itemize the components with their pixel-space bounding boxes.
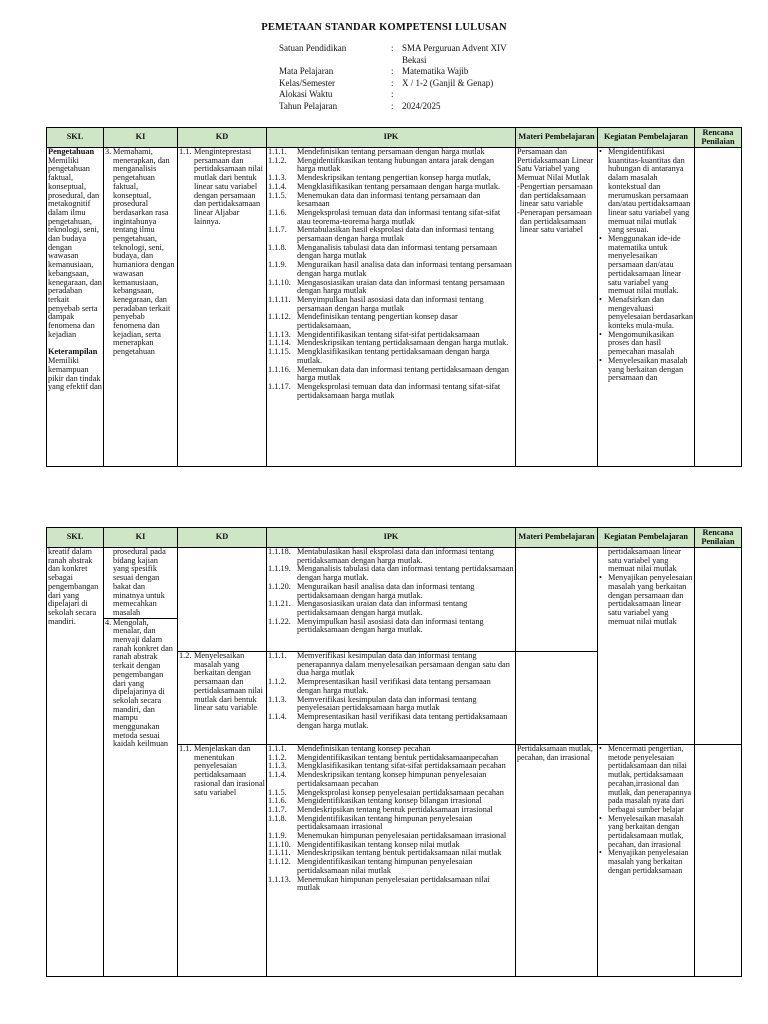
ipk-item — [268, 652, 514, 678]
ipk-item-number: 1.1.10. — [268, 839, 291, 849]
ipk-item — [268, 858, 514, 875]
rencana-cell — [695, 148, 742, 467]
ipk-item-text: Mengidentifikasikan tentang himpunan penyelesaian pertidaksamaan irrasional — [297, 813, 473, 832]
kegiatan-item-number: • — [599, 234, 602, 244]
ipk-item-text: Mengidentifikasikan tentang bentuk pertidaksamaanpecahan — [297, 752, 499, 762]
ipk-item — [268, 696, 514, 713]
ipk-item-text: Mengeksprolasi temuan data dan informasi tentang sifat-sifat pertidaksamaan harga mutlak — [297, 381, 501, 400]
ipk-item-text: Mendefinisikan tentang konsep pecahan — [297, 744, 431, 753]
meta-separator: : — [391, 77, 394, 88]
ipk-item — [268, 678, 514, 695]
ipk-item-number: 1.1.11. — [268, 848, 291, 858]
document-title: PEMETAAN STANDAR KOMPETENSI LULUSAN — [261, 22, 507, 33]
ipk-item-text: Mempresentasikan hasil verifikasi data tentang persamaan dengan harga mutlak. — [297, 677, 491, 695]
header-kegiatan: Kegiatan Pembelajaran — [598, 528, 695, 548]
ipk-item — [268, 583, 514, 600]
kegiatan-item-text: Mengomunikasikan proses dan hasil pemecahan masalah — [608, 329, 675, 357]
ipk-cell — [267, 652, 516, 745]
header-kd: KD — [178, 128, 267, 148]
ipk-item — [268, 383, 514, 400]
kegiatan-item-number: • — [599, 329, 602, 339]
ki-number: 3. — [105, 147, 112, 156]
ipk-item — [268, 600, 514, 617]
ipk-item-text: Menganalisis tabulasi data dan informasi tentang pertidaksamaan dengan harga mutlak. — [297, 564, 514, 583]
ipk-item-text: Menganalisis tabulasi data dan informasi tentang persamaan dengan harga mutlak — [297, 242, 497, 261]
ipk-item — [268, 261, 514, 278]
ipk-item-number: 1.1.2. — [268, 677, 287, 687]
ipk-item-text: Menemukan himpunan penyelesaian pertidaksamaan irrasional — [297, 831, 507, 841]
meta-separator: : — [391, 100, 394, 111]
header-rencana: Rencana Penilaian — [695, 128, 742, 148]
ipk-item-number: 1.1.16. — [268, 364, 291, 374]
ipk-item-number: 1.1.15. — [268, 347, 291, 357]
ipk-item-number: 1.1.13. — [268, 329, 291, 339]
meta-row — [279, 66, 522, 78]
ipk-item-text: Memverifikasi kesimpulan data dan informasi tentang penyelesaian pertidaksamaan harga mutlak — [297, 694, 477, 713]
ipk-item-number: 1.1.3. — [268, 694, 287, 704]
kegiatan-item — [599, 745, 693, 815]
materi-item-number: - — [517, 181, 520, 191]
ipk-item — [268, 366, 514, 383]
ipk-item-number: 1.1.12. — [268, 312, 291, 322]
ipk-item — [268, 279, 514, 296]
meta-label: Kelas/Semester — [279, 77, 335, 88]
meta-label: Alokasi Waktu — [279, 89, 333, 99]
kegiatan-item-text: Mengidentifikasi kuantitas-kuantitas dan hubungan di antaranya dalam masalah kontekstual dan merumuskan persamaan dan/atau pertidaksamaan linear satu variabel yang memuat nilai mutlak yang sesuai. — [608, 147, 691, 235]
ipk-item — [268, 313, 514, 330]
ipk-item — [268, 618, 514, 635]
materi-cell — [516, 148, 598, 467]
ipk-item-number: 1.1.17. — [268, 381, 291, 391]
ipk-item — [268, 192, 514, 209]
ipk-item-text: Menyimpulkan hasil asosiasi data dan informasi tentang pertidaksamaan dengan harga mutlak. — [297, 616, 484, 635]
ipk-item — [268, 348, 514, 365]
ipk-item-text: Mengidentifikasikan tentang konsep bilangan irrasional — [297, 796, 482, 806]
materi-item-text: Penerapan persamaan dan pertidaksamaan linear satu variabel — [519, 207, 592, 235]
skl-text-keterampilan: Memiliki kemampuan pikir dan tindak yang efektif dan — [48, 356, 102, 392]
ipk-item-number: 1.1.4. — [268, 770, 287, 780]
ki-continued-text: prosedural pada bidang kajian yang spesifik sesuai dengan bakat dan minatnya untuk memecahkan masalah — [113, 547, 166, 617]
ipk-item-number: 1.1.4. — [268, 181, 287, 191]
rencana-cell — [695, 548, 742, 745]
ipk-item — [268, 296, 514, 313]
ipk-item — [268, 815, 514, 832]
ipk-item-number: 1.1.1. — [268, 147, 287, 156]
meta-info — [279, 43, 522, 112]
header-ipk: IPK — [267, 528, 516, 548]
ipk-item — [268, 157, 514, 174]
ipk-item-number: 1.1.2. — [268, 752, 287, 762]
ipk-item-text: Mendeskripsikan tentang pertidaksamaan dengan harga mutlak. — [297, 338, 509, 348]
meta-value: SMA Perguruan Advent XIV Bekasi — [402, 43, 507, 65]
kd-text: Menyelesaikan masalah yang berkaitan dengan persamaan dan pertidaksamaan nilai mutlak dari bentuk linear satu variable — [194, 651, 263, 713]
skl-heading-keterampilan: Keterampilan — [48, 347, 98, 357]
materi-text: Pertidaksamaan mutlak, pecahan, dan irrasional — [517, 744, 593, 762]
kegiatan-item-text: Menyelesaikan masalah yang berkaitan dengan pertidaksamaan mutlak, pecahan, dan irrasional — [608, 813, 684, 849]
meta-separator: : — [391, 66, 394, 76]
ipk-item-text: Mengasosiasikan uraian data dan informasi tentang pertidaksamaan dengan harga mutlak. — [297, 599, 468, 617]
materi-intro: Persamaan dan Pertidaksamaan Linear Satu Variabel yang Memuat Nilai Mutlak — [517, 147, 594, 183]
ipk-item-text: Mendefinisikan tentang pengertian konsep dasar pertidaksamaan, — [297, 312, 458, 331]
kegiatan-item — [599, 548, 693, 574]
ipk-item — [268, 876, 514, 893]
materi-cell-empty — [516, 652, 598, 745]
ipk-item-text: Mendeskripsikan tentang konsep himpunan penyelesaian pertidaksamaan pecahan — [297, 770, 487, 788]
skl-text-pengetahuan: Memiliki pengetahuan faktual, konseptual, prosedural, dan metakognitif dalam ilmu pengetahuan, teknologi, seni, dan budaya dengan wawasan kemanusiaan, kebangsaan, kenegaraan, dan peradaban terkait penyebab serta dampak fenomena dan kejadian — [48, 155, 102, 339]
meta-label: Satuan Pendidikan — [279, 43, 347, 53]
kegiatan-item-number: • — [599, 573, 602, 583]
ipk-cell — [267, 148, 516, 467]
header-materi: Materi Pembelajaran — [516, 128, 598, 148]
skl-text: kreatif dalam ranah abstrak dan konkret sebagai pengembangan dari yang dipelajari di sekolah secara mandiri. — [48, 547, 99, 626]
materi-item-number: - — [517, 207, 520, 217]
header-kegiatan: Kegiatan Pembelajaran — [598, 128, 695, 148]
ipk-item-number: 1.1.7. — [268, 804, 287, 814]
ipk-item-text: Mengasosiasikan uraian data dan informasi tentang persamaan dengan harga mutlak — [297, 277, 505, 296]
ipk-item-text: Mengeksprolasi konsep penyelesaian pertidaksamaan pecahan — [297, 787, 504, 797]
skl-heading-pengetahuan: Pengetahuan — [48, 147, 95, 156]
ipk-item-text: Mengidentifikasikan tentang hubungan antara jarak dengan harga mutlak — [297, 155, 494, 174]
meta-separator: : — [391, 89, 394, 99]
ipk-item — [268, 713, 514, 730]
skl-cell — [47, 148, 104, 467]
ipk-item-number: 1.1.18. — [268, 547, 291, 556]
kegiatan-item-number: • — [599, 848, 602, 858]
kegiatan-item-number — [599, 548, 608, 574]
ipk-item-text: Mendeskripsikan tentang bentuk pertidaksamaan irrasional — [297, 804, 493, 814]
ipk-item-number: 1.1.8. — [268, 813, 287, 823]
ipk-item-text: Mengeksprolasi temuan data dan informasi tentang sifat-sifat atau teorema-teorema harga mutlak — [297, 207, 501, 226]
materi-item — [517, 183, 596, 209]
ipk-item-number: 1.1.22. — [268, 616, 291, 626]
ipk-item-text: Menemukan data dan informasi tentang persamaan dan kesamaan — [297, 190, 481, 209]
kegiatan-item — [599, 148, 693, 235]
kd-text: Menginteprestasi persamaan dan pertidaksamaan nilai mutlak dari bentuk linear satu variabel dengan persamaan dan pertidaksamaan linear Aljabar lainnya. — [194, 147, 263, 226]
kegiatan-item — [599, 815, 693, 850]
ipk-item — [268, 565, 514, 582]
header-ki: KI — [104, 528, 178, 548]
ipk-item-number: 1.1.12. — [268, 857, 291, 867]
ipk-item-text: Mengklasifikasikan tentang pertidaksamaan dengan harga mutlak. — [297, 347, 490, 365]
kegiatan-cell — [598, 148, 695, 467]
kegiatan-item-number: • — [599, 744, 602, 753]
kd-text: Menjelaskan dan menentukan penyelesaian pertidaksamaan rasional dan irasional satu variabel — [194, 744, 265, 797]
ipk-item-text: Mentabulasikan hasil eksprolasi data dan informasi tentang pertidaksamaan dengan harga mutlak. — [297, 547, 494, 565]
header-materi: Materi Pembelajaran — [516, 528, 598, 548]
ipk-item-text: Menguraikan hasil analisa data dan informasi tentang pertidaksamaan dengan harga mutlak. — [297, 581, 475, 600]
ipk-item-number: 1.1.1. — [268, 744, 287, 753]
meta-row — [279, 89, 522, 101]
materi-cell-empty — [516, 548, 598, 652]
skl-cell — [47, 548, 104, 977]
meta-value: X / 1-2 (Ganjil & Genap) — [402, 77, 494, 88]
meta-value: Matematika Wajib — [402, 66, 469, 76]
ipk-item — [268, 226, 514, 243]
ipk-item-number: 1.1.1. — [268, 651, 287, 660]
ipk-cell — [267, 548, 516, 652]
ipk-item-text: Menemukan himpunan penyelesaian pertidaksamaan nilai mutlak — [297, 874, 490, 893]
kegiatan-item-number: • — [599, 147, 602, 156]
ki-number: 4. — [105, 617, 112, 627]
ipk-item-text: Mengidentifikasikan tentang konsep nilai mutlak — [297, 839, 460, 849]
ipk-item-number: 1.1.9. — [268, 260, 287, 270]
ipk-item-text: Mendeskripsikan tentang bentuk pertidaksamaan nilai mutlak — [297, 848, 502, 858]
meta-label: Tahun Pelajaran — [279, 100, 338, 111]
header-kd: KD — [178, 528, 267, 548]
meta-row — [279, 78, 522, 90]
meta-label: Mata Pelajaran — [279, 66, 334, 76]
ipk-item-number: 1.1.2. — [268, 155, 287, 165]
kegiatan-item — [599, 331, 693, 357]
kegiatan-item-text: Menyajikan penyelesaian masalah yang berkaitan dengan persamaan dan pertidaksamaan linear satu variabel yang memuat nilai mutlak — [608, 573, 693, 626]
ipk-item-number: 1.1.6. — [268, 796, 287, 806]
kegiatan-cell — [598, 548, 695, 745]
ipk-item-text: Menemukan data dan informasi tentang pertidaksamaan dengan harga mutlak — [297, 364, 509, 383]
ipk-cell — [267, 745, 516, 977]
kegiatan-item-text: Mencermati pengertian, metode penyelesaian pertidaksamaan dan nilai mutlak, pertidaksamaan pecahan,irrasional dan mutlak, dan penerapannya pada masalah nyata dari berbagai sumber belajar — [608, 744, 692, 814]
ipk-item — [268, 209, 514, 226]
materi-cell — [516, 745, 598, 977]
kegiatan-item — [599, 574, 693, 626]
ipk-item-number: 1.1.3. — [268, 173, 287, 183]
kegiatan-item — [599, 235, 693, 296]
ipk-item-number: 1.1.13. — [268, 874, 291, 884]
ipk-item-number: 1.1.20. — [268, 581, 291, 591]
kegiatan-item-text: Menyajikan penyelesaian masalah yang berkaitan dengan pertidaksamaan — [608, 848, 689, 875]
kd-cell — [178, 148, 267, 467]
kegiatan-item-number: • — [599, 813, 602, 823]
competency-table-page-1 — [46, 127, 742, 467]
kegiatan-item — [599, 357, 693, 383]
ipk-item — [268, 548, 514, 565]
ipk-item-text: Mengklasifikasikan tentang sifat-sifat pertidaksamaan pecahan — [297, 761, 506, 771]
meta-row — [279, 43, 522, 66]
ipk-item-number: 1.1.6. — [268, 207, 287, 217]
ki-text: Memahami, menerapkan, dan menganalisis pengetahuan faktual, konseptual, prosedural berdasarkan rasa ingintahunya tentang ilmu pengetahuan, teknologi, seni, budaya, dan humaniora dengan wawasan kemanusiaan, kebangsaan, kenegaraan, dan peradaban terkait penyebab fenomena dan kejadian, serta menerapkan pengetahuan — [113, 147, 175, 357]
kegiatan-item-text: Menyelesaikan masalah yang berkaitan dengan persamaan dan — [608, 355, 688, 383]
header-skl: SKL — [47, 128, 104, 148]
ipk-item-text: Mengidentifikasikan tentang himpunan penyelesaian pertidaksamaan nilai mutlak — [297, 857, 473, 875]
ipk-item-number: 1.1.5. — [268, 190, 287, 200]
meta-value: 2024/2025 — [402, 100, 441, 111]
kegiatan-item-text: pertidaksamaan linear satu variabel yang memuat nilai mutlak — [608, 547, 682, 574]
header-skl: SKL — [47, 528, 104, 548]
materi-item — [517, 209, 596, 235]
ipk-item-text: Mendeskripsikan tentang pengertian konsep harga mutlak, — [297, 173, 491, 183]
kegiatan-item-number: • — [599, 294, 602, 304]
meta-value — [402, 89, 522, 101]
competency-table-page-2 — [46, 527, 742, 977]
kd-number: 1.1. — [179, 147, 192, 156]
header-ki: KI — [104, 128, 178, 148]
kegiatan-cell — [598, 745, 695, 977]
ipk-item-text: Menguraikan hasil analisa data dan informasi tentang persamaan dengan harga mutlak — [297, 260, 512, 278]
materi-item-text: Pengertian persamaan dan pertidaksamaan linear satu variable — [519, 181, 593, 209]
ipk-item — [268, 771, 514, 788]
kd-cell — [178, 652, 267, 745]
kd-cell-empty — [178, 548, 267, 652]
kegiatan-item-text: Menafsirkan dan mengevaluasi penyelesaian berdasarkan konteks mula-mula. — [608, 294, 693, 331]
kegiatan-item — [599, 849, 693, 875]
ipk-item — [268, 244, 514, 261]
ipk-item-text: Mengidentifikasikan tentang sifat-sifat pertidaksamaan — [297, 329, 480, 339]
ipk-item-number: 1.1.14. — [268, 338, 291, 348]
ipk-item-number: 1.1.21. — [268, 599, 291, 609]
kegiatan-item-text: Menggunakan ide-ide matematika untuk menyelesaikan persamaan dan/atau pertidaksamaan linear satu variabel yang memuat nilai mutlak. — [608, 234, 682, 296]
kd-cell — [178, 745, 267, 977]
ipk-item-number: 1.1.8. — [268, 242, 287, 252]
ipk-item-number: 1.1.9. — [268, 831, 287, 841]
rencana-cell — [695, 745, 742, 977]
ipk-item-number: 1.1.7. — [268, 225, 287, 235]
kd-number: 1.2. — [179, 651, 192, 660]
header-rencana: Rencana Penilaian — [695, 528, 742, 548]
ipk-item-text: Memverifikasi kesimpulan data dan informasi tentang penerapannya dalam menyelesaikan persamaan dengan satu dan dua harga mutlak — [297, 651, 510, 678]
ipk-item-text: Mempresentasikan hasil verifikasi data tentang pertidaksamaan dengan harga mutlak. — [297, 711, 508, 730]
ipk-item-number: 1.1.3. — [268, 761, 287, 771]
meta-row — [279, 101, 522, 113]
ipk-item-number: 1.1.4. — [268, 711, 287, 721]
ipk-item-number: 1.1.5. — [268, 787, 287, 797]
kegiatan-item-number: • — [599, 355, 602, 365]
ipk-item-number: 1.1.19. — [268, 564, 291, 574]
meta-separator: : — [391, 43, 394, 53]
ipk-item-text: Menyimpulkan hasil asosiasi data dan informasi tentang persamaan dengan harga mutlak — [297, 294, 484, 313]
ki-cell — [104, 548, 178, 977]
ipk-item-text: Mendefinisikan tentang persamaan dengan harga mutlak — [297, 147, 485, 156]
ipk-item-text: Mengklasifikasikan tentang persamaan dengan harga mutlak. — [297, 181, 501, 191]
ipk-item-number: 1.1.11. — [268, 294, 291, 304]
kd-number: 1.1. — [179, 744, 192, 753]
header-ipk: IPK — [267, 128, 516, 148]
kegiatan-item — [599, 296, 693, 331]
ki-text: Mengolah, menalar, dan menyaji dalam ranah konkret dan ranah abstrak terkait dengan pengembangan dari yang dipelajarinya di sekolah secara mandiri, dan mampu menggunakan metoda sesuai kaidah keilmuan — [113, 617, 173, 749]
ki-cell — [104, 148, 178, 467]
ipk-item-text: Mentabulasikan hasil eksprolasi data dan informasi tentang persamaan dengan harga mutlak — [297, 225, 494, 244]
ipk-item-number: 1.1.10. — [268, 277, 291, 287]
